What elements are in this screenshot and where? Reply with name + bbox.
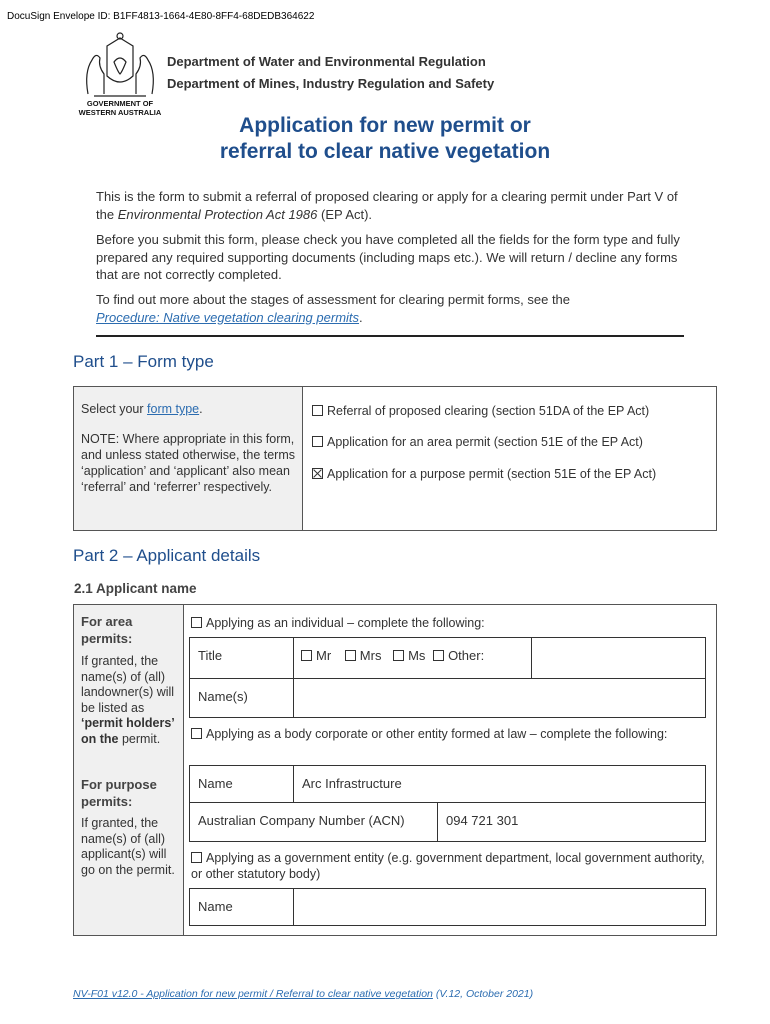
intro-paragraph-3: To find out more about the stages of assessment for clearing permit forms, see the Procedure: Native vegetation clearing permits. [96, 292, 571, 325]
title-other-input[interactable] [531, 637, 706, 679]
wa-coat-of-arms-logo [74, 32, 166, 102]
body-corporate-checkbox[interactable] [191, 728, 202, 739]
government-entity-option[interactable]: Applying as a government entity (e.g. government department, local government authority, or other statutory body) [191, 851, 705, 881]
intro-paragraph-2: Before you submit this form, please check you have completed all the fields for the form type and fully prepared any required supporting documents (including maps etc.). We will return / decline any forms that are not correctly completed. [96, 232, 680, 282]
ms-checkbox[interactable] [393, 650, 404, 661]
referral-checkbox[interactable] [312, 405, 323, 416]
names-input[interactable] [293, 678, 706, 718]
government-label: GOVERNMENT OF WESTERN AUSTRALIA [78, 99, 162, 117]
area-permits-text: If granted, the name(s) of (all) landowner(s) will be listed as ‘permit holders’ on the permit. [81, 654, 175, 746]
form-type-note: NOTE: Where appropriate in this form, and unless stated otherwise, the terms ‘application’ and ‘applicant’ also mean ‘referral’ and ‘referrer’ respectively. [81, 432, 296, 494]
form-title-line-1: Application for new permit or [239, 114, 531, 137]
purpose-permits-heading: For purpose permits: [81, 777, 157, 809]
docusign-envelope-id: DocuSign Envelope ID: B1FF4813-1664-4E80-8FF4-68DEDB364622 [7, 11, 315, 22]
individual-option[interactable]: Applying as an individual – complete the following: [191, 615, 706, 631]
section-divider [96, 335, 684, 337]
applicant-name-table [73, 604, 717, 936]
department-name-2: Department of Mines, Industry Regulation and Safety [167, 76, 495, 91]
purpose-permit-checkbox[interactable] [312, 468, 323, 479]
applicant-name-subheading: 2.1 Applicant name [74, 581, 197, 596]
other-checkbox[interactable] [433, 650, 444, 661]
part-1-heading: Part 1 – Form type [73, 352, 214, 371]
option-referral[interactable]: Referral of proposed clearing (section 51DA of the EP Act) [312, 403, 649, 419]
names-label-cell: Name(s) [189, 678, 294, 718]
acn-label-cell: Australian Company Number (ACN) [189, 802, 438, 842]
footer-form-link[interactable]: NV-F01 v12.0 - Application for new permit / Referral to clear native vegetation [73, 988, 433, 1000]
select-form-type-text: Select your form type. [81, 402, 203, 416]
government-entity-checkbox[interactable] [191, 852, 202, 863]
form-type-instructions-cell [74, 387, 303, 530]
mr-checkbox[interactable] [301, 650, 312, 661]
procedure-link[interactable]: Procedure: Native vegetation clearing permits [96, 309, 360, 325]
title-label-cell: Title [189, 637, 294, 679]
form-title-line-2: referral to clear native vegetation [219, 140, 551, 163]
name-label-cell: Name [189, 765, 294, 803]
area-permits-heading: For area permits: [81, 614, 133, 646]
title-option-mr[interactable]: Mr [301, 648, 331, 663]
title-options-cell [293, 637, 532, 679]
option-area-permit[interactable]: Application for an area permit (section 51E of the EP Act) [312, 434, 643, 450]
body-corporate-option[interactable]: Applying as a body corporate or other entity formed at law – complete the following: [191, 726, 706, 742]
name-input[interactable]: Arc Infrastructure [293, 765, 706, 803]
form-type-link[interactable]: form type [147, 402, 200, 416]
gov-name-label-cell: Name [189, 888, 294, 926]
mrs-checkbox[interactable] [345, 650, 356, 661]
area-permit-checkbox[interactable] [312, 436, 323, 447]
title-option-mrs[interactable]: Mrs [345, 648, 382, 663]
applicant-guidance-cell [74, 605, 184, 935]
department-name-1: Department of Water and Environmental Regulation [167, 54, 486, 69]
form-type-table [73, 386, 717, 531]
title-option-other[interactable]: Other: [433, 648, 484, 663]
intro-paragraph-1: This is the form to submit a referral of proposed clearing or apply for a clearing permit under Part V of the Environmental Protection Act 1986 (EP Act). [96, 189, 678, 222]
acn-input[interactable]: 094 721 301 [437, 802, 706, 842]
option-purpose-permit[interactable]: Application for a purpose permit (section 51E of the EP Act) [312, 466, 656, 482]
individual-checkbox[interactable] [191, 617, 202, 628]
purpose-permits-text: If granted, the name(s) of (all) applicant(s) will go on the permit. [81, 816, 175, 877]
form-footer: NV-F01 v12.0 - Application for new permit / Referral to clear native vegetation (V.12, October 2021) [73, 988, 534, 1000]
gov-name-input[interactable] [293, 888, 706, 926]
part-2-heading: Part 2 – Applicant details [73, 546, 261, 565]
title-option-ms[interactable]: Ms [393, 648, 425, 663]
